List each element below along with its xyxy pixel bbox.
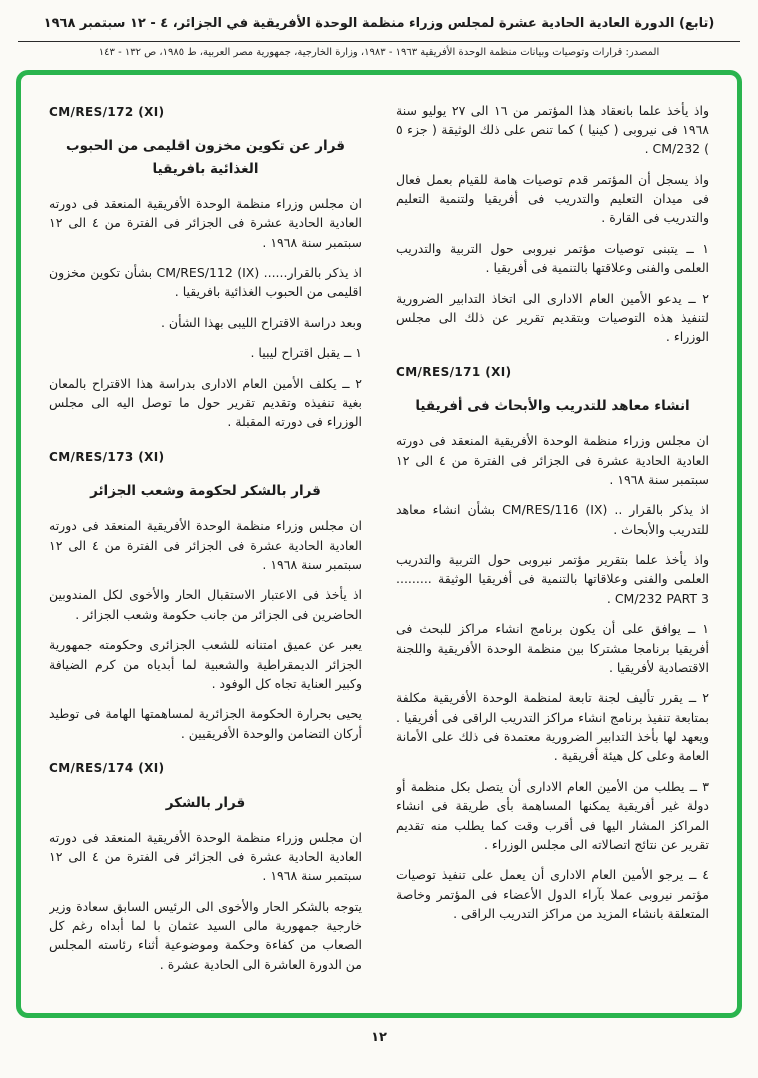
paragraph: ان مجلس وزراء منظمة الوحدة الأفريقية المنعقد فى دورته العادية الحادية عشرة فى الجزائر فى الفترة من ٤ الى ١٢ سبتمبر سنة ١٩٦٨ . <box>49 195 362 250</box>
right-column <box>396 101 709 997</box>
paragraph: يعبر عن عميق امتنانه للشعب الجزائرى وحكومته جمهورية الجزائر الديمقراطية والشعبية لما أبدياه من كرم الضيافة وكبير العناية تجاه كل الوفود . <box>49 637 362 691</box>
paragraph: ٤ ــ يرجو الأمين العام الادارى أن يعمل على تنفيذ توصيات مؤتمر نيروبى عملا بآراء الدول الأعضاء فى المؤتمر وخاصة المتعلقة بانشاء المزيد من مراكز التدريب الراقى . <box>396 867 709 922</box>
paragraph: ٣ ــ يطلب من الأمين العام الادارى أن يتصل بكل منظمة أو دولة غير أفريقية يمكنها المساهمة بأى طريقة فى انشاء المراكز المشار اليها فى أقرب وقت كما يطلب منه تقديم تقرير عن نتائج اتصالاته الى مجلس الوزراء . <box>396 778 709 852</box>
content-frame <box>16 70 742 1018</box>
resolution-code: CM/RES/174 (XI) <box>49 761 165 775</box>
paragraph: واذ يسجل أن المؤتمر قدم توصيات هامة للقيام بعمل فعال فى ميدان التعليم والتدريب فى أفريقيا ولتنمية التعليم والتدريب فى القارة . <box>396 171 709 226</box>
paragraph: واذ يأخذ علما بتقرير مؤتمر نيروبى حول التربية والتدريب العلمى والفنى وعلاقاتها بالتنمية فى أفريقيا الوثيقة ......... CM/232 PART 3 . <box>396 552 709 606</box>
page-number: ١٢ <box>371 1029 387 1045</box>
resolution-code: CM/RES/173 (XI) <box>49 449 165 464</box>
columns-container <box>49 101 709 997</box>
paragraph: يحيى بحرارة الحكومة الجزائرية لمساهمتها الهامة فى توطيد أركان التضامن والوحدة الأفريقيين . <box>49 706 362 741</box>
paragraph: ١ ــ يتبنى توصيات مؤتمر نيروبى حول التربية والتدريب العلمى والفنى وعلاقتها بالتنمية فى أفريقيا . <box>396 240 709 276</box>
paragraph: ٢ ــ يكلف الأمين العام الادارى بدراسة هذا الاقتراح بالمعان بغية تنفيذه وتقديم تقرير حول ما توصل اليه الى مجلس الوزراء فى دورته المقبلة . <box>49 375 362 430</box>
paragraph: ١ ــ يوافق على أن يكون برنامج انشاء مراكز للبحث فى أفريقيا برنامجا مشتركا بين منظمة الوحدة الأفريقية واللجنة الاقتصادية لأفريقيا . <box>396 621 709 675</box>
resolution-code: CM/RES/172 (XI) <box>49 104 165 119</box>
paragraph: ان مجلس وزراء منظمة الوحدة الأفريقية المنعقد فى دورته العادية الحادية عشرة فى الجزائر فى الفترة من ٤ الى ١٢ سبتمبر سنة ١٩٦٨ . <box>396 433 709 487</box>
paragraph: اذ يأخذ فى الاعتبار الاستقبال الحار والأخوى لكل المندوبين الحاضرين فى الجزائر من جانب حكومة وشعب الجزائر . <box>49 587 362 622</box>
resolution-heading: قرار بالشكر لحكومة وشعب الجزائر <box>90 483 321 500</box>
resolution-heading: قرار بالشكر <box>165 794 246 811</box>
paragraph: وبعد دراسة الاقتراح الليبى بهذا الشأن . <box>160 314 362 330</box>
resolution-heading: قرار عن تكوين مخزون اقليمى من الحبوب الغذائية بافريقيا <box>66 138 345 178</box>
paragraph: ان مجلس وزراء منظمة الوحدة الأفريقية المنعقد فى دورته العادية الحادية عشرة فى الجزائر فى الفترة من ٤ الى ١٢ سبتمبر سنة ١٩٦٨ . <box>49 518 362 572</box>
paragraph: واذ يأخذ علما بانعقاد هذا المؤتمر من ١٦ الى ٢٧ يوليو سنة ١٩٦٨ فى نيروبى ( كينيا ) كما تنص على ذلك الوثيقة ( جزء ٥ ) CM/232 . <box>396 102 709 157</box>
resolution-heading: انشاء معاهد للتدريب والأبحاث فى أفريقيا <box>415 398 690 415</box>
header-source-line: المصدر: قرارات وتوصيات وبيانات منظمة الوحدة الأفريقية ١٩٦٣ - ١٩٨٣، وزارة الخارجية، جمهورية مصر العربية، ط ١٩٨٥، ص ١٣٢ - ١٤٣ <box>98 46 660 58</box>
resolution-code: CM/RES/171 (XI) <box>396 364 512 379</box>
paragraph: ٢ ــ يقرر تأليف لجنة تابعة لمنظمة الوحدة الأفريقية مكلفة بمتابعة تنفيذ برنامج انشاء مراكز التدريب الراقى فى أفريقيا . ويعهد لها بأخذ التدابير الضرورية معتمدة فى ذلك على الأمانة العامة وعلى كل هيئة أفريقية . <box>396 690 709 764</box>
paragraph: ان مجلس وزراء منظمة الوحدة الأفريقية المنعقد فى دورته العادية الحادية عشرة فى الجزائر فى الفترة من ٤ الى ١٢ سبتمبر سنة ١٩٦٨ . <box>49 829 362 884</box>
paragraph: اذ يذكر بالقرار...... CM/RES/112 (IX) بشأن تكوين مخزون اقليمى من الحبوب الغذائية بافريقيا . <box>49 265 362 300</box>
header-session-title: (تابع) الدورة العادية الحادية عشرة لمجلس وزراء منظمة الوحدة الأفريقية في الجزائر، ٤ - ١٢ سبتمبر ١٩٦٨ <box>18 14 740 42</box>
left-column <box>49 101 362 997</box>
document-header <box>18 14 740 58</box>
page-footer <box>10 1018 748 1045</box>
paragraph: يتوجه بالشكر الحار والأخوى الى الرئيس السابق سعادة وزير خارجية جمهورية مالى السيد عثمان با لما أبداه رغم كل الصعاب من كفاءة وحكمة وموضوعية أثناء رئاسته المجلس من الدورة العاشرة الى الحادية عشرة . <box>49 898 362 972</box>
paragraph: ٢ ــ يدعو الأمين العام الادارى الى اتخاذ التدابير الضرورية لتنفيذ هذه التوصيات وبتقديم تقرير عن ذلك الى مجلس الوزراء . <box>396 290 709 345</box>
paragraph: ١ ــ يقبل اقتراح ليبيا . <box>250 345 362 361</box>
paragraph: اذ يذكر بالقرار .. CM/RES/116 (IX) بشأن انشاء معاهد للتدريب والأبحاث . <box>396 502 709 537</box>
